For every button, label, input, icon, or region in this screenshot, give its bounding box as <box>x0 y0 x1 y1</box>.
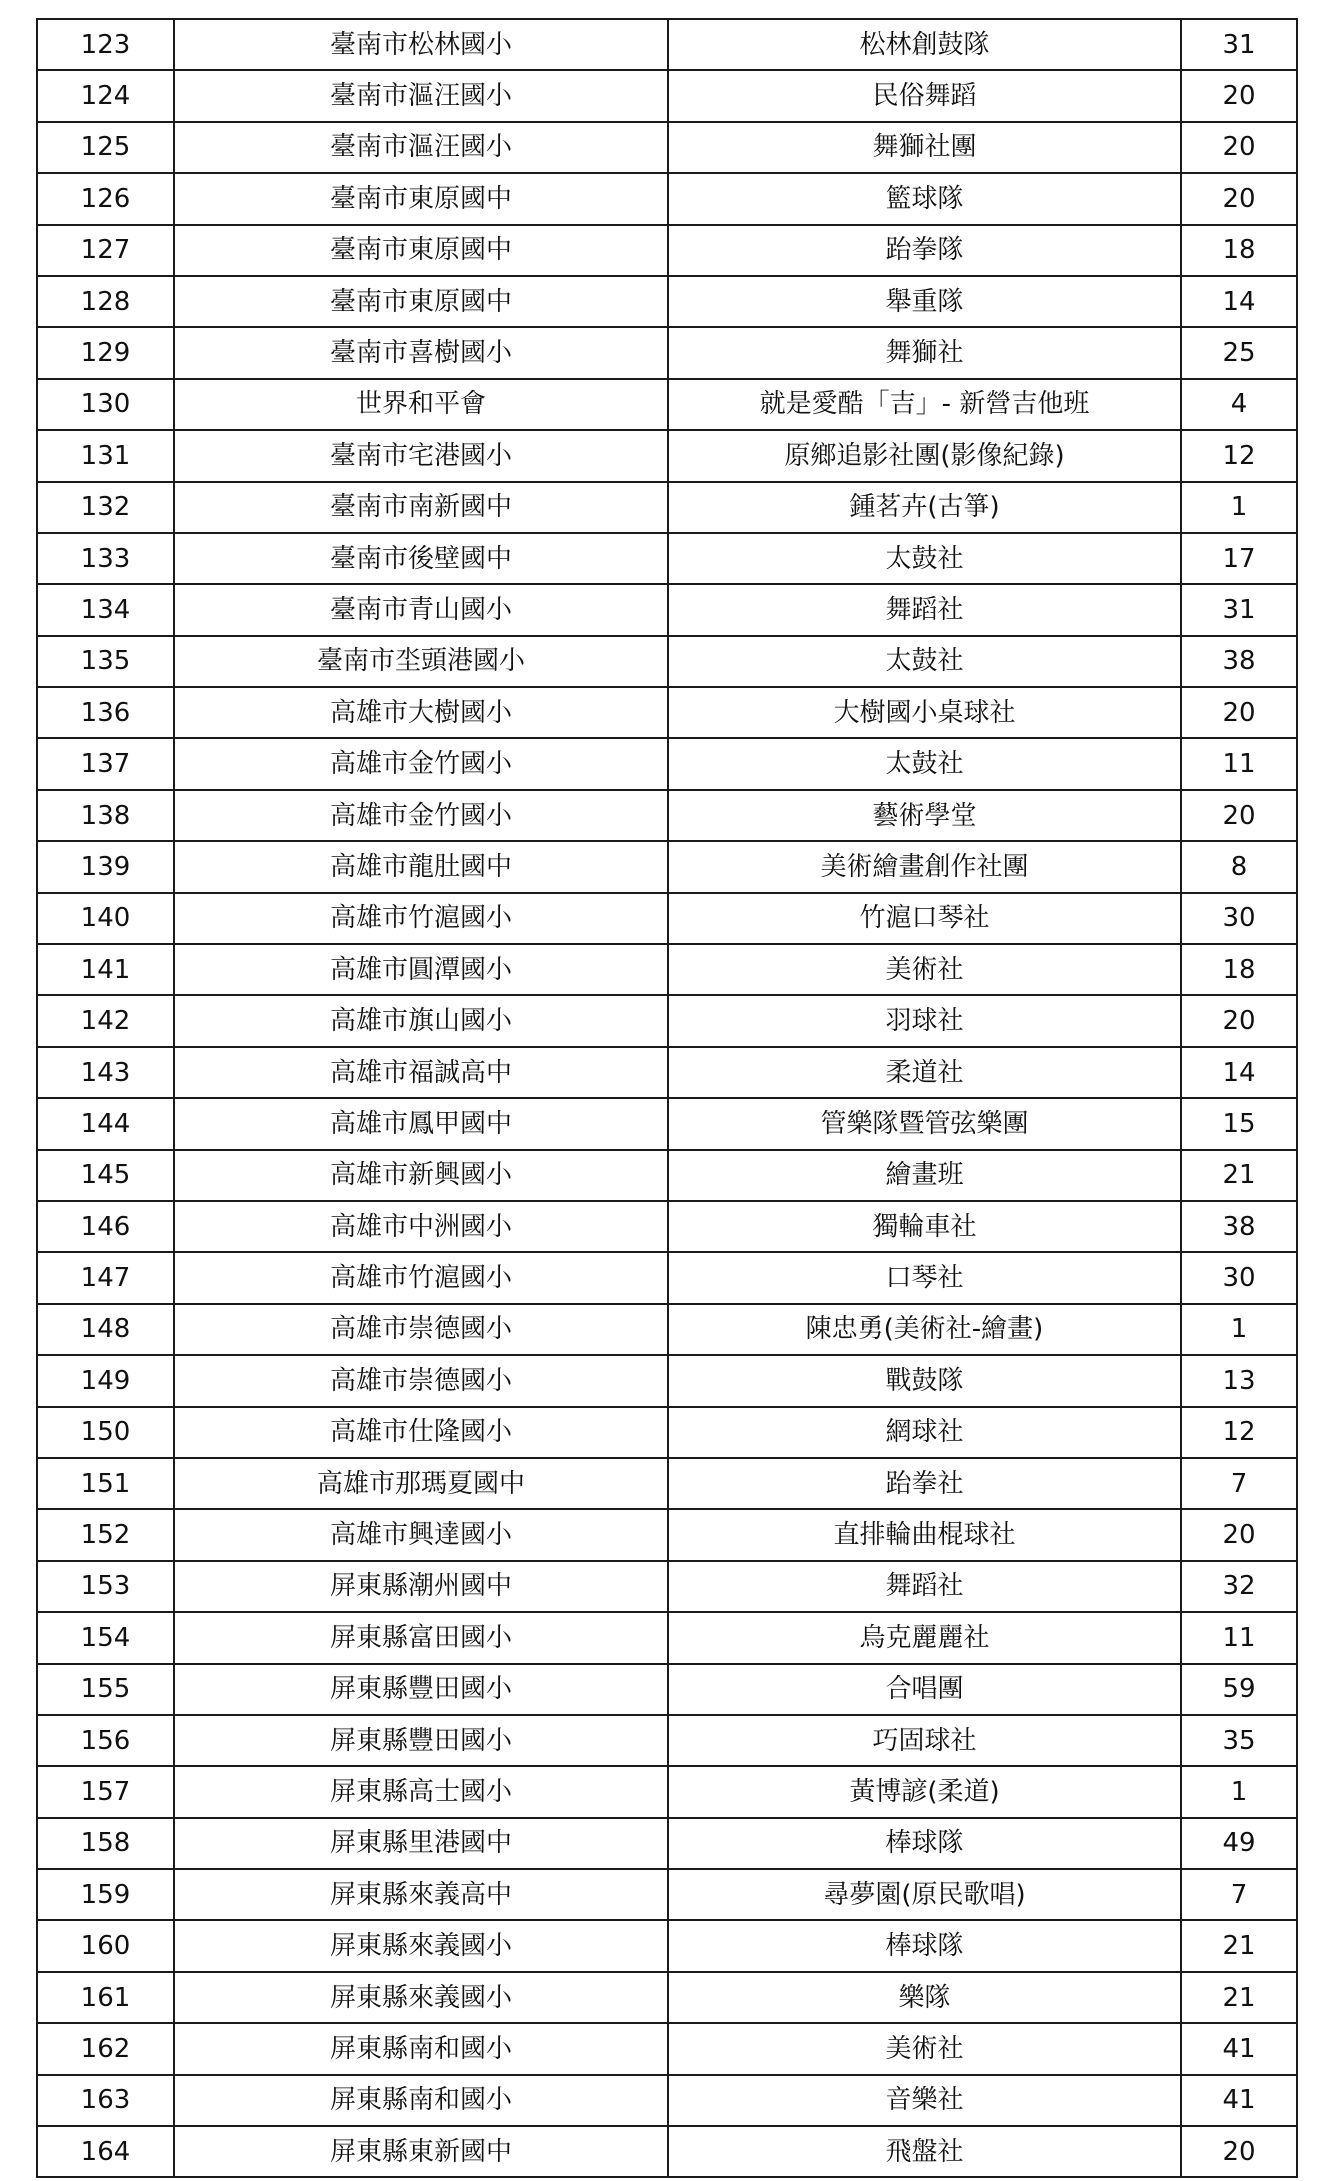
table-row <box>37 1972 1297 2023</box>
row-number-cell: 127 <box>37 225 174 276</box>
club-name-cell: 美術社 <box>668 2023 1181 2074</box>
table-row <box>37 944 1297 995</box>
club-name-cell: 就是愛酷「吉」- 新營吉他班 <box>668 379 1181 430</box>
row-number-cell: 138 <box>37 790 174 841</box>
club-name-cell: 太鼓社 <box>668 533 1181 584</box>
table-row <box>37 2075 1297 2126</box>
school-name-cell: 屏東縣豐田國小 <box>174 1715 668 1766</box>
club-name-cell: 松林創鼓隊 <box>668 19 1181 70</box>
table-row <box>37 1920 1297 1971</box>
row-number-cell: 132 <box>37 482 174 533</box>
row-number-cell: 142 <box>37 995 174 1046</box>
school-name-cell: 高雄市那瑪夏國中 <box>174 1458 668 1509</box>
table-body <box>37 19 1297 2177</box>
row-number-cell: 148 <box>37 1304 174 1355</box>
club-name-cell: 太鼓社 <box>668 636 1181 687</box>
club-name-cell: 烏克麗麗社 <box>668 1612 1181 1663</box>
row-number-cell: 136 <box>37 687 174 738</box>
row-number-cell: 126 <box>37 173 174 224</box>
school-name-cell: 臺南市南新國中 <box>174 482 668 533</box>
school-name-cell: 臺南市坔頭港國小 <box>174 636 668 687</box>
club-name-cell: 繪畫班 <box>668 1150 1181 1201</box>
member-count-cell: 32 <box>1181 1561 1297 1612</box>
table-row <box>37 19 1297 70</box>
club-name-cell: 美術繪畫創作社團 <box>668 841 1181 892</box>
table-row <box>37 893 1297 944</box>
table-row <box>37 327 1297 378</box>
school-name-cell: 高雄市崇德國小 <box>174 1304 668 1355</box>
member-count-cell: 20 <box>1181 1509 1297 1560</box>
school-name-cell: 臺南市東原國中 <box>174 173 668 224</box>
school-name-cell: 高雄市新興國小 <box>174 1150 668 1201</box>
table-row <box>37 1407 1297 1458</box>
table-row <box>37 122 1297 173</box>
row-number-cell: 153 <box>37 1561 174 1612</box>
table-row <box>37 1098 1297 1149</box>
row-number-cell: 159 <box>37 1869 174 1920</box>
school-name-cell: 高雄市竹滬國小 <box>174 893 668 944</box>
club-name-cell: 跆拳社 <box>668 1458 1181 1509</box>
member-count-cell: 8 <box>1181 841 1297 892</box>
member-count-cell: 14 <box>1181 276 1297 327</box>
member-count-cell: 20 <box>1181 122 1297 173</box>
school-name-cell: 臺南市後壁國中 <box>174 533 668 584</box>
table-row <box>37 1664 1297 1715</box>
table-row <box>37 1869 1297 1920</box>
member-count-cell: 12 <box>1181 430 1297 481</box>
school-name-cell: 高雄市崇德國小 <box>174 1355 668 1406</box>
club-name-cell: 合唱團 <box>668 1664 1181 1715</box>
club-name-cell: 竹滬口琴社 <box>668 893 1181 944</box>
row-number-cell: 129 <box>37 327 174 378</box>
club-name-cell: 管樂隊暨管弦樂團 <box>668 1098 1181 1149</box>
school-name-cell: 高雄市金竹國小 <box>174 738 668 789</box>
school-name-cell: 高雄市仕隆國小 <box>174 1407 668 1458</box>
member-count-cell: 18 <box>1181 944 1297 995</box>
table-row <box>37 584 1297 635</box>
school-name-cell: 高雄市竹滬國小 <box>174 1252 668 1303</box>
table-row <box>37 1355 1297 1406</box>
row-number-cell: 139 <box>37 841 174 892</box>
member-count-cell: 1 <box>1181 1304 1297 1355</box>
school-name-cell: 臺南市宅港國小 <box>174 430 668 481</box>
club-name-cell: 尋夢園(原民歌唱) <box>668 1869 1181 1920</box>
table-row <box>37 173 1297 224</box>
member-count-cell: 7 <box>1181 1869 1297 1920</box>
table-row <box>37 1304 1297 1355</box>
club-name-cell: 舞獅社 <box>668 327 1181 378</box>
row-number-cell: 130 <box>37 379 174 430</box>
school-name-cell: 世界和平會 <box>174 379 668 430</box>
club-name-cell: 戰鼓隊 <box>668 1355 1181 1406</box>
school-name-cell: 臺南市漚汪國小 <box>174 70 668 121</box>
school-name-cell: 屏東縣豐田國小 <box>174 1664 668 1715</box>
school-name-cell: 屏東縣東新國中 <box>174 2126 668 2177</box>
table-row <box>37 1458 1297 1509</box>
member-count-cell: 20 <box>1181 687 1297 738</box>
table-row <box>37 2023 1297 2074</box>
member-count-cell: 20 <box>1181 2126 1297 2177</box>
row-number-cell: 146 <box>37 1201 174 1252</box>
table-row <box>37 225 1297 276</box>
member-count-cell: 20 <box>1181 70 1297 121</box>
school-name-cell: 臺南市松林國小 <box>174 19 668 70</box>
row-number-cell: 141 <box>37 944 174 995</box>
table-row <box>37 430 1297 481</box>
school-name-cell: 高雄市興達國小 <box>174 1509 668 1560</box>
school-name-cell: 高雄市鳳甲國中 <box>174 1098 668 1149</box>
table-row <box>37 1561 1297 1612</box>
row-number-cell: 144 <box>37 1098 174 1149</box>
row-number-cell: 131 <box>37 430 174 481</box>
member-count-cell: 38 <box>1181 636 1297 687</box>
table-row <box>37 995 1297 1046</box>
club-name-cell: 棒球隊 <box>668 1818 1181 1869</box>
club-name-cell: 陳忠勇(美術社-繪畫) <box>668 1304 1181 1355</box>
table-row <box>37 636 1297 687</box>
row-number-cell: 152 <box>37 1509 174 1560</box>
club-name-cell: 舞獅社團 <box>668 122 1181 173</box>
school-name-cell: 高雄市圓潭國小 <box>174 944 668 995</box>
school-name-cell: 高雄市金竹國小 <box>174 790 668 841</box>
row-number-cell: 156 <box>37 1715 174 1766</box>
table-row <box>37 1766 1297 1817</box>
member-count-cell: 17 <box>1181 533 1297 584</box>
member-count-cell: 41 <box>1181 2075 1297 2126</box>
member-count-cell: 11 <box>1181 738 1297 789</box>
row-number-cell: 133 <box>37 533 174 584</box>
table-row <box>37 738 1297 789</box>
club-name-cell: 舞蹈社 <box>668 1561 1181 1612</box>
table-row <box>37 1201 1297 1252</box>
row-number-cell: 143 <box>37 1047 174 1098</box>
member-count-cell: 20 <box>1181 173 1297 224</box>
table-row <box>37 1150 1297 1201</box>
school-name-cell: 屏東縣富田國小 <box>174 1612 668 1663</box>
row-number-cell: 125 <box>37 122 174 173</box>
table-row <box>37 482 1297 533</box>
school-name-cell: 屏東縣里港國中 <box>174 1818 668 1869</box>
school-name-cell: 屏東縣來義國小 <box>174 1972 668 2023</box>
club-name-cell: 舉重隊 <box>668 276 1181 327</box>
table-row <box>37 276 1297 327</box>
row-number-cell: 123 <box>37 19 174 70</box>
member-count-cell: 20 <box>1181 995 1297 1046</box>
member-count-cell: 30 <box>1181 1252 1297 1303</box>
club-name-cell: 藝術學堂 <box>668 790 1181 841</box>
club-name-cell: 音樂社 <box>668 2075 1181 2126</box>
school-name-cell: 屏東縣來義高中 <box>174 1869 668 1920</box>
school-name-cell: 臺南市漚汪國小 <box>174 122 668 173</box>
school-name-cell: 屏東縣高士國小 <box>174 1766 668 1817</box>
row-number-cell: 149 <box>37 1355 174 1406</box>
school-name-cell: 臺南市青山國小 <box>174 584 668 635</box>
row-number-cell: 161 <box>37 1972 174 2023</box>
table-row <box>37 533 1297 584</box>
club-name-cell: 跆拳隊 <box>668 225 1181 276</box>
table-row <box>37 2126 1297 2177</box>
row-number-cell: 145 <box>37 1150 174 1201</box>
club-name-cell: 太鼓社 <box>668 738 1181 789</box>
table-row <box>37 1715 1297 1766</box>
member-count-cell: 59 <box>1181 1664 1297 1715</box>
table-row <box>37 1818 1297 1869</box>
club-name-cell: 籃球隊 <box>668 173 1181 224</box>
table-row <box>37 687 1297 738</box>
row-number-cell: 158 <box>37 1818 174 1869</box>
club-name-cell: 飛盤社 <box>668 2126 1181 2177</box>
row-number-cell: 137 <box>37 738 174 789</box>
table-row <box>37 1252 1297 1303</box>
row-number-cell: 135 <box>37 636 174 687</box>
club-name-cell: 獨輪車社 <box>668 1201 1181 1252</box>
table-row <box>37 379 1297 430</box>
member-count-cell: 21 <box>1181 1150 1297 1201</box>
school-name-cell: 臺南市喜樹國小 <box>174 327 668 378</box>
member-count-cell: 14 <box>1181 1047 1297 1098</box>
member-count-cell: 31 <box>1181 19 1297 70</box>
school-name-cell: 高雄市旗山國小 <box>174 995 668 1046</box>
member-count-cell: 20 <box>1181 790 1297 841</box>
row-number-cell: 164 <box>37 2126 174 2177</box>
school-name-cell: 臺南市東原國中 <box>174 276 668 327</box>
school-name-cell: 屏東縣潮州國中 <box>174 1561 668 1612</box>
member-count-cell: 25 <box>1181 327 1297 378</box>
club-name-cell: 巧固球社 <box>668 1715 1181 1766</box>
member-count-cell: 1 <box>1181 1766 1297 1817</box>
school-name-cell: 屏東縣來義國小 <box>174 1920 668 1971</box>
school-name-cell: 高雄市龍肚國中 <box>174 841 668 892</box>
table-row <box>37 1509 1297 1560</box>
row-number-cell: 140 <box>37 893 174 944</box>
table-row <box>37 1612 1297 1663</box>
club-name-cell: 棒球隊 <box>668 1920 1181 1971</box>
school-name-cell: 高雄市大樹國小 <box>174 687 668 738</box>
row-number-cell: 124 <box>37 70 174 121</box>
club-name-cell: 口琴社 <box>668 1252 1181 1303</box>
row-number-cell: 134 <box>37 584 174 635</box>
club-name-cell: 樂隊 <box>668 1972 1181 2023</box>
club-name-cell: 羽球社 <box>668 995 1181 1046</box>
member-count-cell: 21 <box>1181 1972 1297 2023</box>
member-count-cell: 41 <box>1181 2023 1297 2074</box>
school-name-cell: 屏東縣南和國小 <box>174 2075 668 2126</box>
row-number-cell: 163 <box>37 2075 174 2126</box>
school-name-cell: 屏東縣南和國小 <box>174 2023 668 2074</box>
club-name-cell: 黃博諺(柔道) <box>668 1766 1181 1817</box>
row-number-cell: 154 <box>37 1612 174 1663</box>
member-count-cell: 38 <box>1181 1201 1297 1252</box>
row-number-cell: 157 <box>37 1766 174 1817</box>
member-count-cell: 18 <box>1181 225 1297 276</box>
club-name-cell: 民俗舞蹈 <box>668 70 1181 121</box>
club-name-cell: 大樹國小桌球社 <box>668 687 1181 738</box>
club-name-cell: 美術社 <box>668 944 1181 995</box>
row-number-cell: 150 <box>37 1407 174 1458</box>
school-name-cell: 高雄市福誠高中 <box>174 1047 668 1098</box>
member-count-cell: 7 <box>1181 1458 1297 1509</box>
row-number-cell: 162 <box>37 2023 174 2074</box>
club-name-cell: 鍾茗卉(古箏) <box>668 482 1181 533</box>
member-count-cell: 21 <box>1181 1920 1297 1971</box>
member-count-cell: 35 <box>1181 1715 1297 1766</box>
school-name-cell: 臺南市東原國中 <box>174 225 668 276</box>
member-count-cell: 12 <box>1181 1407 1297 1458</box>
member-count-cell: 13 <box>1181 1355 1297 1406</box>
club-name-cell: 網球社 <box>668 1407 1181 1458</box>
table-row <box>37 841 1297 892</box>
member-count-cell: 31 <box>1181 584 1297 635</box>
member-count-cell: 15 <box>1181 1098 1297 1149</box>
club-name-cell: 柔道社 <box>668 1047 1181 1098</box>
row-number-cell: 147 <box>37 1252 174 1303</box>
row-number-cell: 155 <box>37 1664 174 1715</box>
member-count-cell: 4 <box>1181 379 1297 430</box>
club-roster-table <box>36 18 1298 2178</box>
row-number-cell: 151 <box>37 1458 174 1509</box>
club-name-cell: 直排輪曲棍球社 <box>668 1509 1181 1560</box>
row-number-cell: 128 <box>37 276 174 327</box>
member-count-cell: 30 <box>1181 893 1297 944</box>
table-row <box>37 1047 1297 1098</box>
table-row <box>37 790 1297 841</box>
school-name-cell: 高雄市中洲國小 <box>174 1201 668 1252</box>
member-count-cell: 1 <box>1181 482 1297 533</box>
member-count-cell: 11 <box>1181 1612 1297 1663</box>
member-count-cell: 49 <box>1181 1818 1297 1869</box>
club-name-cell: 舞蹈社 <box>668 584 1181 635</box>
table-row <box>37 70 1297 121</box>
row-number-cell: 160 <box>37 1920 174 1971</box>
club-name-cell: 原鄉追影社團(影像紀錄) <box>668 430 1181 481</box>
